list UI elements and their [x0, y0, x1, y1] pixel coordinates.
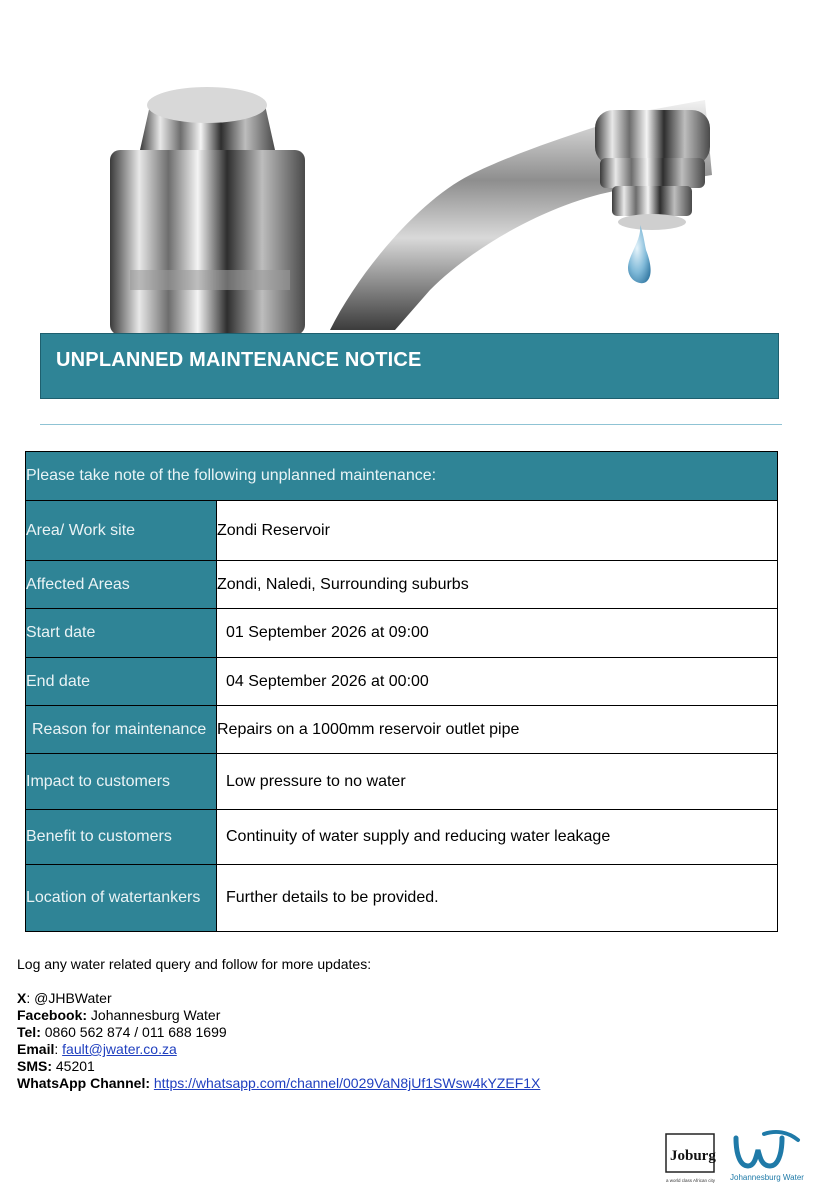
- joburg-logo: [666, 1134, 716, 1183]
- row-value-reason: Repairs on a 1000mm reservoir outlet pipe: [217, 706, 778, 754]
- row-value-impact: Low pressure to no water: [217, 754, 778, 810]
- tel-label: Tel:: [17, 1024, 41, 1040]
- x-handle: @JHBWater: [34, 990, 112, 1006]
- whatsapp-link[interactable]: https://whatsapp.com/channel/0029VaN8jUf1SWsw4kYZEF1X: [153, 1075, 541, 1091]
- row-label-end: End date: [26, 658, 217, 706]
- maintenance-details-table: [25, 451, 778, 932]
- table-row: [26, 865, 778, 932]
- sms-label: SMS:: [17, 1058, 52, 1074]
- facebook-label: Facebook:: [17, 1007, 88, 1023]
- row-label-start: Start date: [26, 609, 217, 658]
- row-value-location: Further details to be provided.: [217, 865, 778, 932]
- logos: [664, 1124, 814, 1188]
- row-label-affected: Affected Areas: [26, 561, 217, 609]
- contact-section: [17, 956, 540, 1092]
- table-row: [26, 501, 778, 561]
- table-intro: Please take note of the following unplanned maintenance:: [26, 452, 778, 501]
- divider: [40, 424, 782, 425]
- whatsapp-label: WhatsApp Channel:: [17, 1075, 150, 1091]
- table-header-row: [26, 452, 778, 501]
- table-row: [26, 609, 778, 658]
- row-value-benefit: Continuity of water supply and reducing water leakage: [217, 810, 778, 865]
- table-row: [26, 810, 778, 865]
- contact-tel: [17, 1024, 540, 1041]
- tap-hero-image: [0, 0, 823, 340]
- sms-number: 45201: [55, 1058, 95, 1074]
- notice-banner: [40, 333, 779, 399]
- email-label: Email: [17, 1041, 55, 1057]
- contact-email: Email: fault@jwater.co.za: [17, 1041, 177, 1057]
- contact-facebook: [17, 1007, 540, 1024]
- table-row: [26, 658, 778, 706]
- johannesburg-water-logo: [730, 1132, 804, 1182]
- row-label-area: Area/ Work site: [26, 501, 217, 561]
- table-row: [26, 754, 778, 810]
- contact-whatsapp: [17, 1075, 540, 1092]
- facebook-handle: Johannesburg Water: [90, 1007, 221, 1023]
- row-label-reason: Reason for maintenance: [26, 706, 217, 754]
- contact-x: X: @JHBWater: [17, 990, 112, 1006]
- row-value-end: 04 September 2026 at 00:00: [217, 658, 778, 706]
- x-label: X: [17, 990, 27, 1006]
- contact-sms: [17, 1058, 540, 1075]
- row-label-location: Location of watertankers: [26, 865, 217, 932]
- email-link[interactable]: fault@jwater.co.za: [62, 1041, 177, 1057]
- row-label-benefit: Benefit to customers: [26, 810, 217, 865]
- tel-numbers: 0860 562 874 / 011 688 1699: [44, 1024, 227, 1040]
- table-row: [26, 561, 778, 609]
- jw-wordmark: Johannesburg Water: [730, 1173, 804, 1182]
- contact-intro: Log any water related query and follow for more updates:: [17, 956, 372, 972]
- row-label-impact: Impact to customers: [26, 754, 217, 810]
- joburg-tagline: a world class African city: [666, 1178, 716, 1183]
- table-row: [26, 706, 778, 754]
- row-value-affected: Zondi, Naledi, Surrounding suburbs: [217, 561, 778, 609]
- joburg-wordmark: Joburg: [670, 1148, 716, 1164]
- row-value-start: 01 September 2026 at 09:00: [217, 609, 778, 658]
- notice-title: UNPLANNED MAINTENANCE NOTICE: [56, 349, 422, 371]
- row-value-area: Zondi Reservoir: [217, 501, 778, 561]
